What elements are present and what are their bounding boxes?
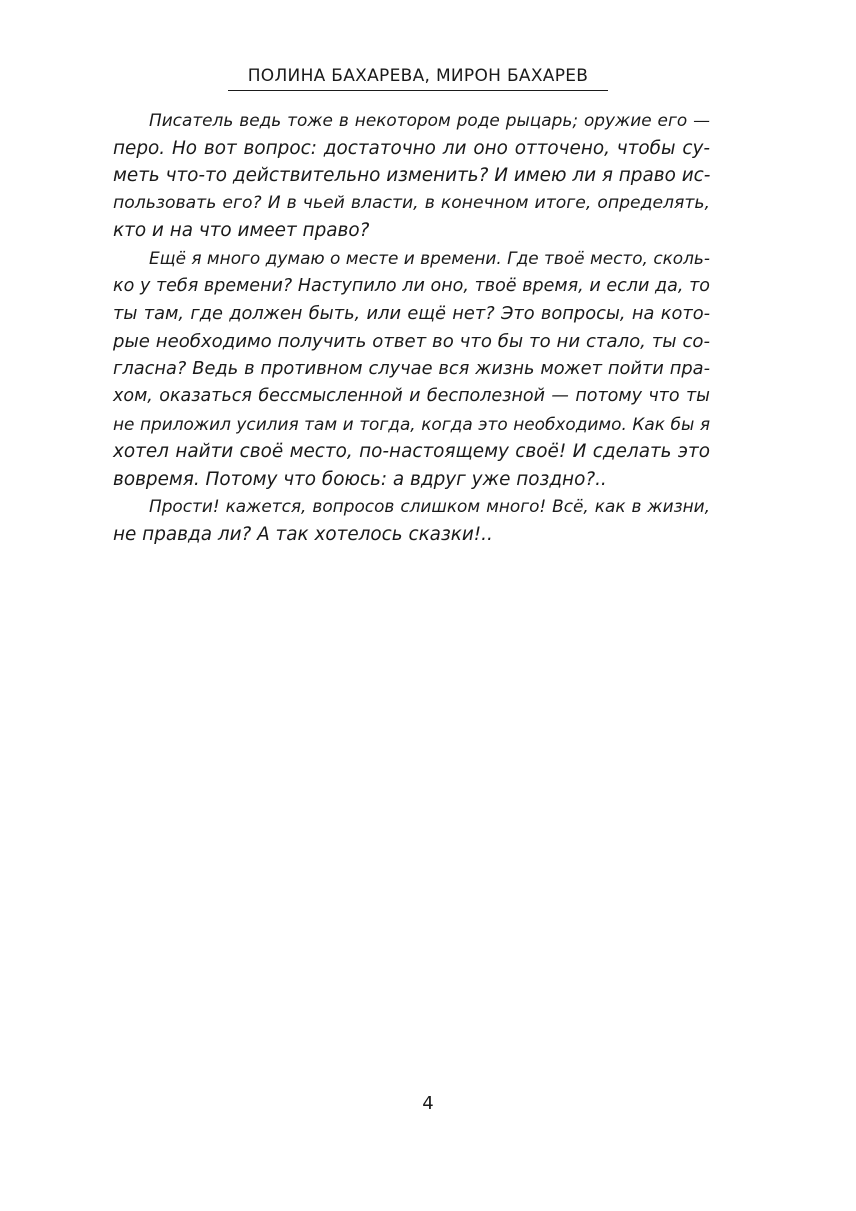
- text-line: вовремя. Потому что боюсь: а вдруг уже поздно?..: [113, 468, 607, 490]
- text-line: гласна? Ведь в противном случае вся жизнь может пойти пра-: [113, 358, 710, 380]
- text-body: [113, 107, 710, 549]
- text-line: ко у тебя времени? Наступило ли оно, твоё время, и если да, то: [113, 275, 710, 296]
- text-line: пользовать его? И в чьей власти, в конечном итоге, определять,: [113, 192, 710, 213]
- running-header: ПОЛИНА БАХАРЕВА, МИРОН БАХАРЕВ: [228, 66, 608, 91]
- page-number: 4: [422, 1093, 434, 1114]
- paragraph: [113, 245, 710, 493]
- text-line: хом, оказаться бессмысленной и бесполезной — потому что ты: [113, 385, 710, 406]
- text-line: меть что-то действительно изменить? И имею ли я право ис-: [113, 165, 711, 187]
- text-line: ты там, где должен быть, или ещё нет? Это вопросы, на кото-: [113, 303, 710, 325]
- text-line: перо. Но вот вопрос: достаточно ли оно отточено, чтобы су-: [113, 137, 710, 159]
- text-line: Ещё я много думаю о месте и времени. Где твоё место, сколь-: [149, 247, 710, 268]
- text-line: не правда ли? А так хотелось сказки!..: [113, 523, 493, 545]
- paragraph: [113, 493, 710, 548]
- text-line: Прости! кажется, вопросов слишком много! Всё, как в жизни,: [149, 496, 710, 517]
- text-line: не приложил усилия там и тогда, когда это необходимо. Как бы я: [113, 413, 710, 434]
- text-line: кто и на что имеет право?: [113, 220, 370, 242]
- text-line: Писатель ведь тоже в некотором роде рыцарь; оружие его —: [149, 110, 710, 130]
- paragraph: [113, 107, 710, 245]
- text-line: хотел найти своё место, по-настоящему своё! И сделать это: [113, 441, 710, 463]
- text-line: рые необходимо получить ответ во что бы то ни стало, ты со-: [113, 330, 710, 352]
